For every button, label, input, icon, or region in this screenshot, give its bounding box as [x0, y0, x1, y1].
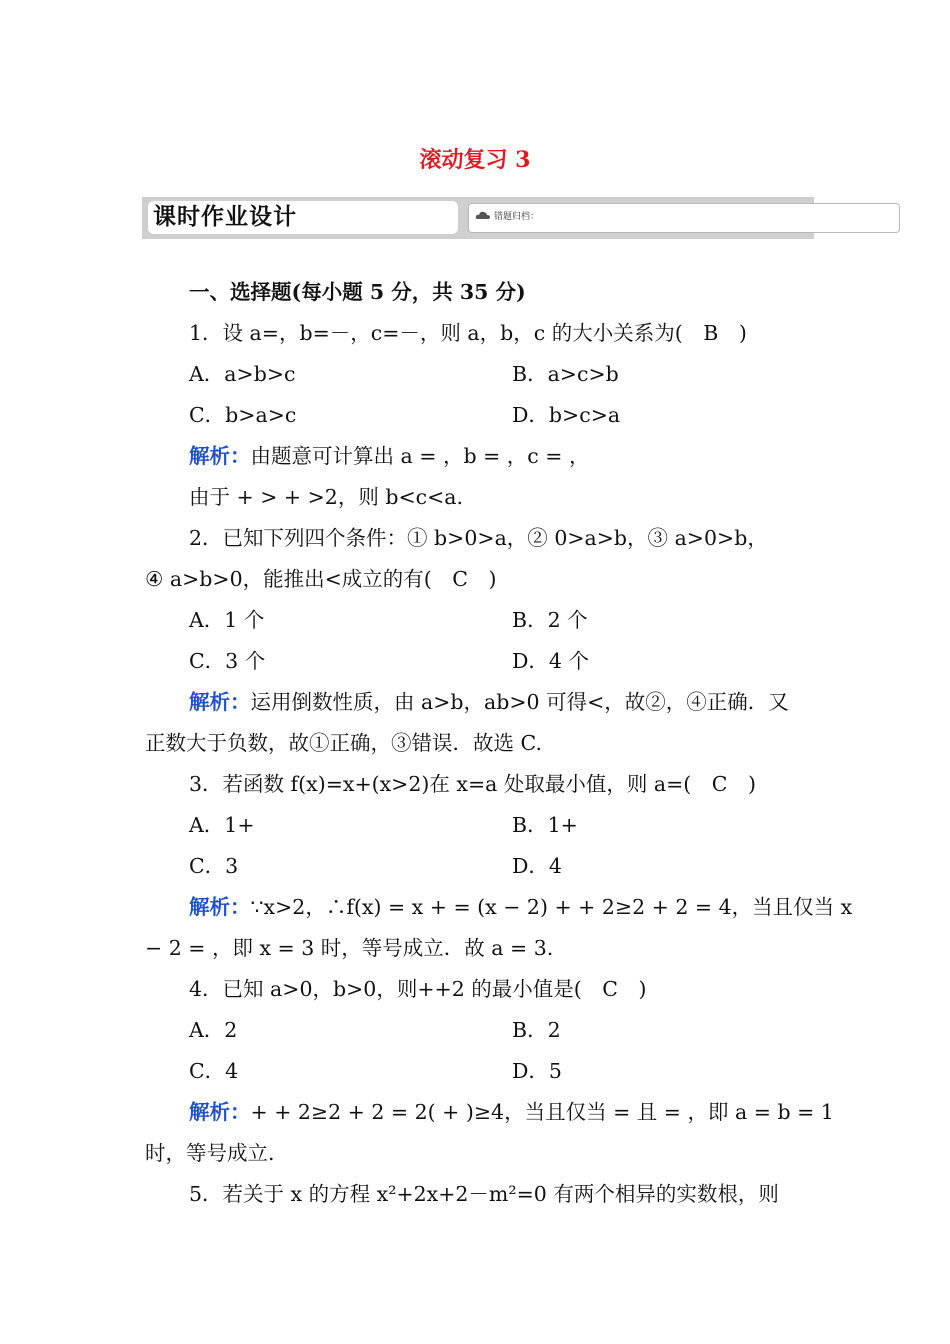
- q2-stem-cont: ④ a>b>0，能推出<成立的有( C ): [145, 567, 497, 591]
- q2-stem: 2．已知下列四个条件：① b>0>a，② 0>a>b，③ a>0>b，: [189, 526, 768, 550]
- error-archive-field[interactable]: [468, 203, 900, 233]
- q1-analysis-text: 由题意可计算出 a = ，b = ，c = ，: [250, 444, 590, 468]
- analysis-label: 解析：: [189, 690, 251, 714]
- q4-option-a: A．2: [189, 1018, 238, 1042]
- cloud-icon: [475, 211, 491, 220]
- q2-option-a: A．1 个: [189, 608, 265, 632]
- q1-stem: 1．设 a=，b=－，c=－，则 a，b，c 的大小关系为( B ): [189, 321, 747, 345]
- analysis-label: 解析：: [189, 895, 251, 919]
- q1-option-b: B．a>c>b: [512, 362, 619, 386]
- q3-option-c: C．3: [189, 854, 239, 878]
- q3-analysis-cont: − 2 = ，即 x = 3 时，等号成立．故 a = 3.: [145, 936, 554, 960]
- q4-option-d: D．5: [512, 1059, 562, 1083]
- q2-analysis-cont: 正数大于负数，故①正确，③错误．故选 C.: [145, 731, 542, 755]
- homework-banner: [142, 197, 814, 239]
- analysis-label: 解析：: [189, 1100, 251, 1124]
- section-heading: 一、选择题(每小题 5 分，共 35 分): [189, 280, 526, 304]
- q1-analysis-cont: 由于 + > + >2，则 b<c<a.: [189, 485, 464, 509]
- q2-analysis-text: 运用倒数性质，由 a>b，ab>0 可得<，故②，④正确．又: [250, 690, 789, 714]
- q1-option-c: C．b>a>c: [189, 403, 297, 427]
- q4-analysis: [189, 1099, 834, 1125]
- q1-option-a: A．a>b>c: [189, 362, 296, 386]
- q2-analysis: [189, 689, 789, 715]
- q4-option-c: C．4: [189, 1059, 239, 1083]
- q3-analysis: [189, 894, 852, 920]
- page-title: 滚动复习 3: [419, 147, 531, 173]
- q4-analysis-cont: 时，等号成立.: [145, 1141, 275, 1165]
- q3-option-a: A．1+: [189, 813, 255, 837]
- q4-stem: 4．已知 a>0，b>0，则++2 的最小值是( C ): [189, 977, 647, 1001]
- q1-option-d: D．b>c>a: [512, 403, 621, 427]
- q3-option-d: D．4: [512, 854, 562, 878]
- analysis-label: 解析：: [189, 444, 251, 468]
- q2-option-b: B．2 个: [512, 608, 588, 632]
- q2-option-d: D．4 个: [512, 649, 589, 673]
- q3-analysis-text: ∵x>2，∴f(x) = x + = (x − 2) + + 2≥2 + 2 = 4，当且仅当 x: [250, 895, 853, 919]
- q3-option-b: B．1+: [512, 813, 578, 837]
- q1-analysis: [189, 443, 589, 469]
- q4-analysis-text: + + 2≥2 + 2 = 2( + )≥4，当且仅当 = 且 = ，即 a = b = 1: [250, 1100, 834, 1124]
- banner-label: 课时作业设计: [148, 201, 458, 234]
- q4-option-b: B．2: [512, 1018, 561, 1042]
- q3-stem: 3．若函数 f(x)=x+(x>2)在 x=a 处取最小值，则 a=( C ): [189, 772, 756, 796]
- q5-stem: 5．若关于 x 的方程 x²+2x+2－m²=0 有两个相异的实数根，则: [189, 1182, 779, 1206]
- banner-hint: 错题归档：: [494, 212, 540, 222]
- q2-option-c: C．3 个: [189, 649, 266, 673]
